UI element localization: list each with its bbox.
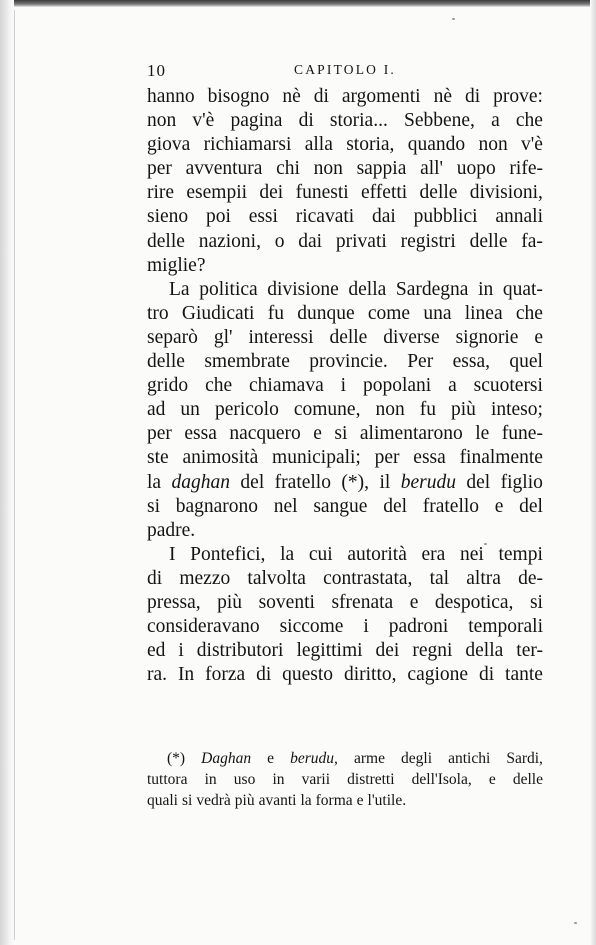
word: storia, xyxy=(346,134,395,156)
word: chiamava xyxy=(249,375,324,397)
word: avanti xyxy=(258,792,297,809)
word: nè xyxy=(433,86,452,107)
word: e xyxy=(534,326,543,348)
body-line xyxy=(147,615,543,639)
word: prove: xyxy=(493,86,543,107)
page-fold-line xyxy=(14,10,15,940)
word: Pontefici, xyxy=(190,543,266,565)
word: bagnarono xyxy=(175,495,259,517)
word: bisogno xyxy=(207,86,270,107)
word: si xyxy=(334,423,348,445)
word: si xyxy=(182,792,193,809)
word: che xyxy=(205,375,233,397)
word: siccome xyxy=(279,616,344,638)
word: delle xyxy=(147,230,185,252)
footnote-line xyxy=(147,790,543,811)
word: della xyxy=(348,278,387,300)
word: pubblici xyxy=(413,206,478,228)
word: del xyxy=(466,471,491,493)
word: scuotersi xyxy=(473,375,543,397)
word: vedrà xyxy=(196,792,231,809)
word: soventi xyxy=(258,591,315,613)
word: sieno xyxy=(147,206,189,228)
word: Sardi, xyxy=(506,750,543,767)
word: che xyxy=(515,110,543,132)
word: delle xyxy=(147,351,185,373)
page-number: 10 xyxy=(147,61,166,80)
word: di xyxy=(313,86,329,107)
word: all' xyxy=(420,158,444,180)
word: quali xyxy=(147,792,178,809)
word: miglie? xyxy=(147,254,206,276)
word: tal xyxy=(429,567,450,589)
word: altra xyxy=(466,567,501,589)
word: sappia xyxy=(356,158,407,180)
word: padre. xyxy=(147,519,196,541)
word: degli xyxy=(401,750,433,767)
body-line xyxy=(147,205,543,229)
word: gl' xyxy=(213,326,233,348)
word: fratello xyxy=(422,495,480,517)
word: ste xyxy=(147,447,169,469)
word: antichi xyxy=(448,750,491,767)
word: argomenti xyxy=(341,86,421,107)
word: dell'Isola, xyxy=(411,771,472,788)
page-binding-shadow xyxy=(0,0,14,945)
word: più xyxy=(451,399,476,421)
word: dei xyxy=(375,640,400,662)
word: fu xyxy=(267,302,284,324)
word: delle xyxy=(469,230,508,252)
footnote-line xyxy=(147,748,543,769)
word: ad xyxy=(147,399,166,421)
word: uso xyxy=(233,771,256,788)
word: nei xyxy=(460,543,484,565)
word: distretti xyxy=(347,771,395,788)
word: essi xyxy=(248,206,278,228)
word: berudu xyxy=(400,471,456,493)
body-line xyxy=(147,471,543,495)
word: separò xyxy=(147,326,198,348)
word: fune- xyxy=(501,423,543,445)
word: si xyxy=(147,495,161,517)
word: forza xyxy=(205,664,246,686)
word: divisione xyxy=(267,278,339,300)
word: e xyxy=(356,792,364,809)
word: interessi xyxy=(248,326,314,348)
word: Per xyxy=(407,351,434,373)
word: pagina xyxy=(230,110,283,132)
word: la xyxy=(300,792,312,809)
word: essa xyxy=(413,447,446,469)
word: autorità xyxy=(347,543,407,565)
body-line xyxy=(147,109,543,133)
word: poi xyxy=(205,206,231,228)
word: provincie. xyxy=(309,351,388,373)
word: animosità xyxy=(182,447,259,469)
word: fa- xyxy=(521,230,543,252)
word: quando xyxy=(407,134,466,156)
word: e xyxy=(313,423,322,445)
body-line xyxy=(147,567,543,591)
word: ed xyxy=(147,640,166,662)
body-line xyxy=(147,230,543,254)
word: politica xyxy=(199,278,258,300)
word: non xyxy=(375,399,405,421)
word: a xyxy=(491,110,500,132)
body-line xyxy=(147,374,543,398)
word: tuttora xyxy=(147,771,188,788)
word: i xyxy=(340,375,347,397)
word: talvolta xyxy=(247,567,306,589)
footnote xyxy=(147,748,543,811)
word: Daghan xyxy=(201,750,252,767)
word: dunque xyxy=(297,302,355,324)
word: delle xyxy=(512,771,543,788)
word: per xyxy=(147,423,172,445)
word: de- xyxy=(518,567,543,589)
word: smembrate xyxy=(204,351,290,373)
word: daghan xyxy=(171,471,230,493)
word: dai xyxy=(372,206,396,228)
word: comune, xyxy=(293,399,361,421)
body-line xyxy=(147,302,543,326)
paper-speck xyxy=(484,543,487,545)
word: finalmente xyxy=(459,447,543,469)
word: I xyxy=(169,543,176,565)
word: le xyxy=(475,423,490,445)
word: essa, xyxy=(452,351,490,373)
word: nacquero xyxy=(229,423,301,445)
word: della xyxy=(465,640,504,662)
word: distributori xyxy=(196,640,284,662)
word: municipali; xyxy=(272,447,361,469)
word: despotica, xyxy=(434,591,514,613)
word: signorie xyxy=(455,326,519,348)
word: pressa, xyxy=(147,591,201,613)
page-top-shadow xyxy=(0,0,596,7)
word: dai xyxy=(298,230,323,252)
word: Sebbene, xyxy=(403,110,475,132)
word: in xyxy=(204,771,217,788)
word: sfrenata xyxy=(331,591,394,613)
word: In xyxy=(177,664,195,686)
word: privati xyxy=(335,230,387,252)
paper-speck xyxy=(452,18,455,20)
word: Giudicati xyxy=(181,302,255,324)
word: che xyxy=(515,302,543,324)
page-right-edge xyxy=(590,0,596,945)
body-line xyxy=(147,519,543,543)
word: i xyxy=(363,616,369,638)
word: ra. xyxy=(147,664,168,686)
word: a xyxy=(448,375,457,397)
word: in xyxy=(272,771,285,788)
word: di xyxy=(298,110,314,132)
body-line xyxy=(147,446,543,470)
word: berudu, xyxy=(290,750,338,767)
word: del xyxy=(519,495,543,517)
body-line xyxy=(147,422,543,446)
running-head: CAPITOLO I. xyxy=(294,62,396,77)
word: delle xyxy=(419,182,458,204)
footnote-line xyxy=(147,769,543,790)
word: nè xyxy=(282,86,301,107)
word: fu xyxy=(419,399,436,421)
word: di xyxy=(464,86,481,107)
word: funesti xyxy=(295,182,349,204)
word: e xyxy=(494,495,504,517)
word: diverse xyxy=(383,326,440,348)
word: non xyxy=(313,158,343,180)
word: nazioni, xyxy=(198,230,261,252)
word: figlio xyxy=(500,471,543,493)
body-line xyxy=(147,181,543,205)
word: linea xyxy=(464,302,503,324)
word: grido xyxy=(147,375,189,397)
word: alimentarono xyxy=(359,423,463,445)
word: ricavati xyxy=(295,206,355,228)
word: e xyxy=(409,591,419,613)
word: chi xyxy=(276,158,300,180)
word: (*), xyxy=(341,471,370,493)
word: e xyxy=(488,771,496,788)
word: alla xyxy=(304,134,333,156)
paper-speck xyxy=(574,922,577,924)
word: varii xyxy=(301,771,331,788)
word: si xyxy=(529,591,543,613)
word: (*) xyxy=(167,750,186,767)
word: fratello xyxy=(274,471,331,493)
body-line xyxy=(147,133,543,157)
word: del xyxy=(383,495,408,517)
word: l'utile. xyxy=(367,792,407,809)
body-line xyxy=(147,254,543,278)
word: era xyxy=(421,543,446,565)
word: nel xyxy=(273,495,298,517)
word: cui xyxy=(308,543,333,565)
word: avventura xyxy=(185,158,263,180)
word: dei xyxy=(259,182,284,204)
word: forma xyxy=(315,792,353,809)
word: rire xyxy=(147,182,175,204)
word: rife- xyxy=(509,158,543,180)
word: di xyxy=(256,664,272,686)
word: questo xyxy=(282,664,334,686)
word: regni xyxy=(412,640,453,662)
word: più xyxy=(234,792,255,809)
word: legittimi xyxy=(296,640,363,662)
word: delle xyxy=(329,326,368,348)
word: v'è xyxy=(521,134,543,156)
word: inteso; xyxy=(490,399,543,421)
word: di xyxy=(478,664,495,686)
word: uopo xyxy=(456,158,496,180)
word: La xyxy=(169,278,190,300)
body-line xyxy=(147,591,543,615)
word: non xyxy=(478,134,508,156)
word: la xyxy=(280,543,295,565)
word: del xyxy=(240,471,265,493)
word: i xyxy=(178,640,184,662)
word: contrastata, xyxy=(323,567,413,589)
word: il xyxy=(379,471,391,493)
word: padroni xyxy=(388,616,449,638)
word: effetti xyxy=(361,182,408,204)
word: storia... xyxy=(329,110,388,132)
body-line xyxy=(147,543,543,567)
word: un xyxy=(180,399,200,421)
body-line xyxy=(147,85,543,109)
body-line xyxy=(147,326,543,350)
word: popolani xyxy=(362,375,432,397)
word: la xyxy=(147,471,162,493)
word: ter- xyxy=(516,640,543,662)
word: v'è xyxy=(192,110,215,132)
body-text xyxy=(147,85,543,687)
word: pericolo xyxy=(214,399,279,421)
word: sangue xyxy=(313,495,368,517)
word: richiamarsi xyxy=(203,134,292,156)
word: una xyxy=(423,302,452,324)
word: esempii xyxy=(186,182,248,204)
word: essa xyxy=(184,423,217,445)
word: mezzo xyxy=(179,567,231,589)
body-line xyxy=(147,663,543,687)
body-line xyxy=(147,350,543,374)
word: hanno xyxy=(147,86,195,107)
word: o xyxy=(274,230,285,252)
word: giova xyxy=(147,134,191,156)
word: tro xyxy=(147,302,169,324)
body-line xyxy=(147,278,543,302)
word: consideravano xyxy=(147,616,260,638)
word: temporali xyxy=(468,616,543,638)
word: arme xyxy=(353,750,385,767)
word: come xyxy=(367,302,411,324)
word: quel xyxy=(509,351,543,373)
word: di xyxy=(147,567,163,589)
word: registri xyxy=(400,230,456,252)
word: per xyxy=(374,447,400,469)
word: tempi xyxy=(498,543,543,565)
word: in xyxy=(478,278,494,300)
body-line xyxy=(147,495,543,519)
word: più xyxy=(217,591,243,613)
word: cagione xyxy=(407,664,469,686)
word: diritto, xyxy=(343,664,397,686)
page-header xyxy=(147,61,543,83)
word: annali xyxy=(495,206,543,228)
word: e xyxy=(267,750,275,767)
body-line xyxy=(147,157,543,181)
word: per xyxy=(147,158,172,180)
word: divisioni, xyxy=(469,182,543,204)
word: non xyxy=(147,110,177,132)
word: quat- xyxy=(502,278,543,300)
word: Sardegna xyxy=(395,278,469,300)
word: tante xyxy=(505,664,543,686)
body-line xyxy=(147,398,543,422)
body-line xyxy=(147,639,543,663)
